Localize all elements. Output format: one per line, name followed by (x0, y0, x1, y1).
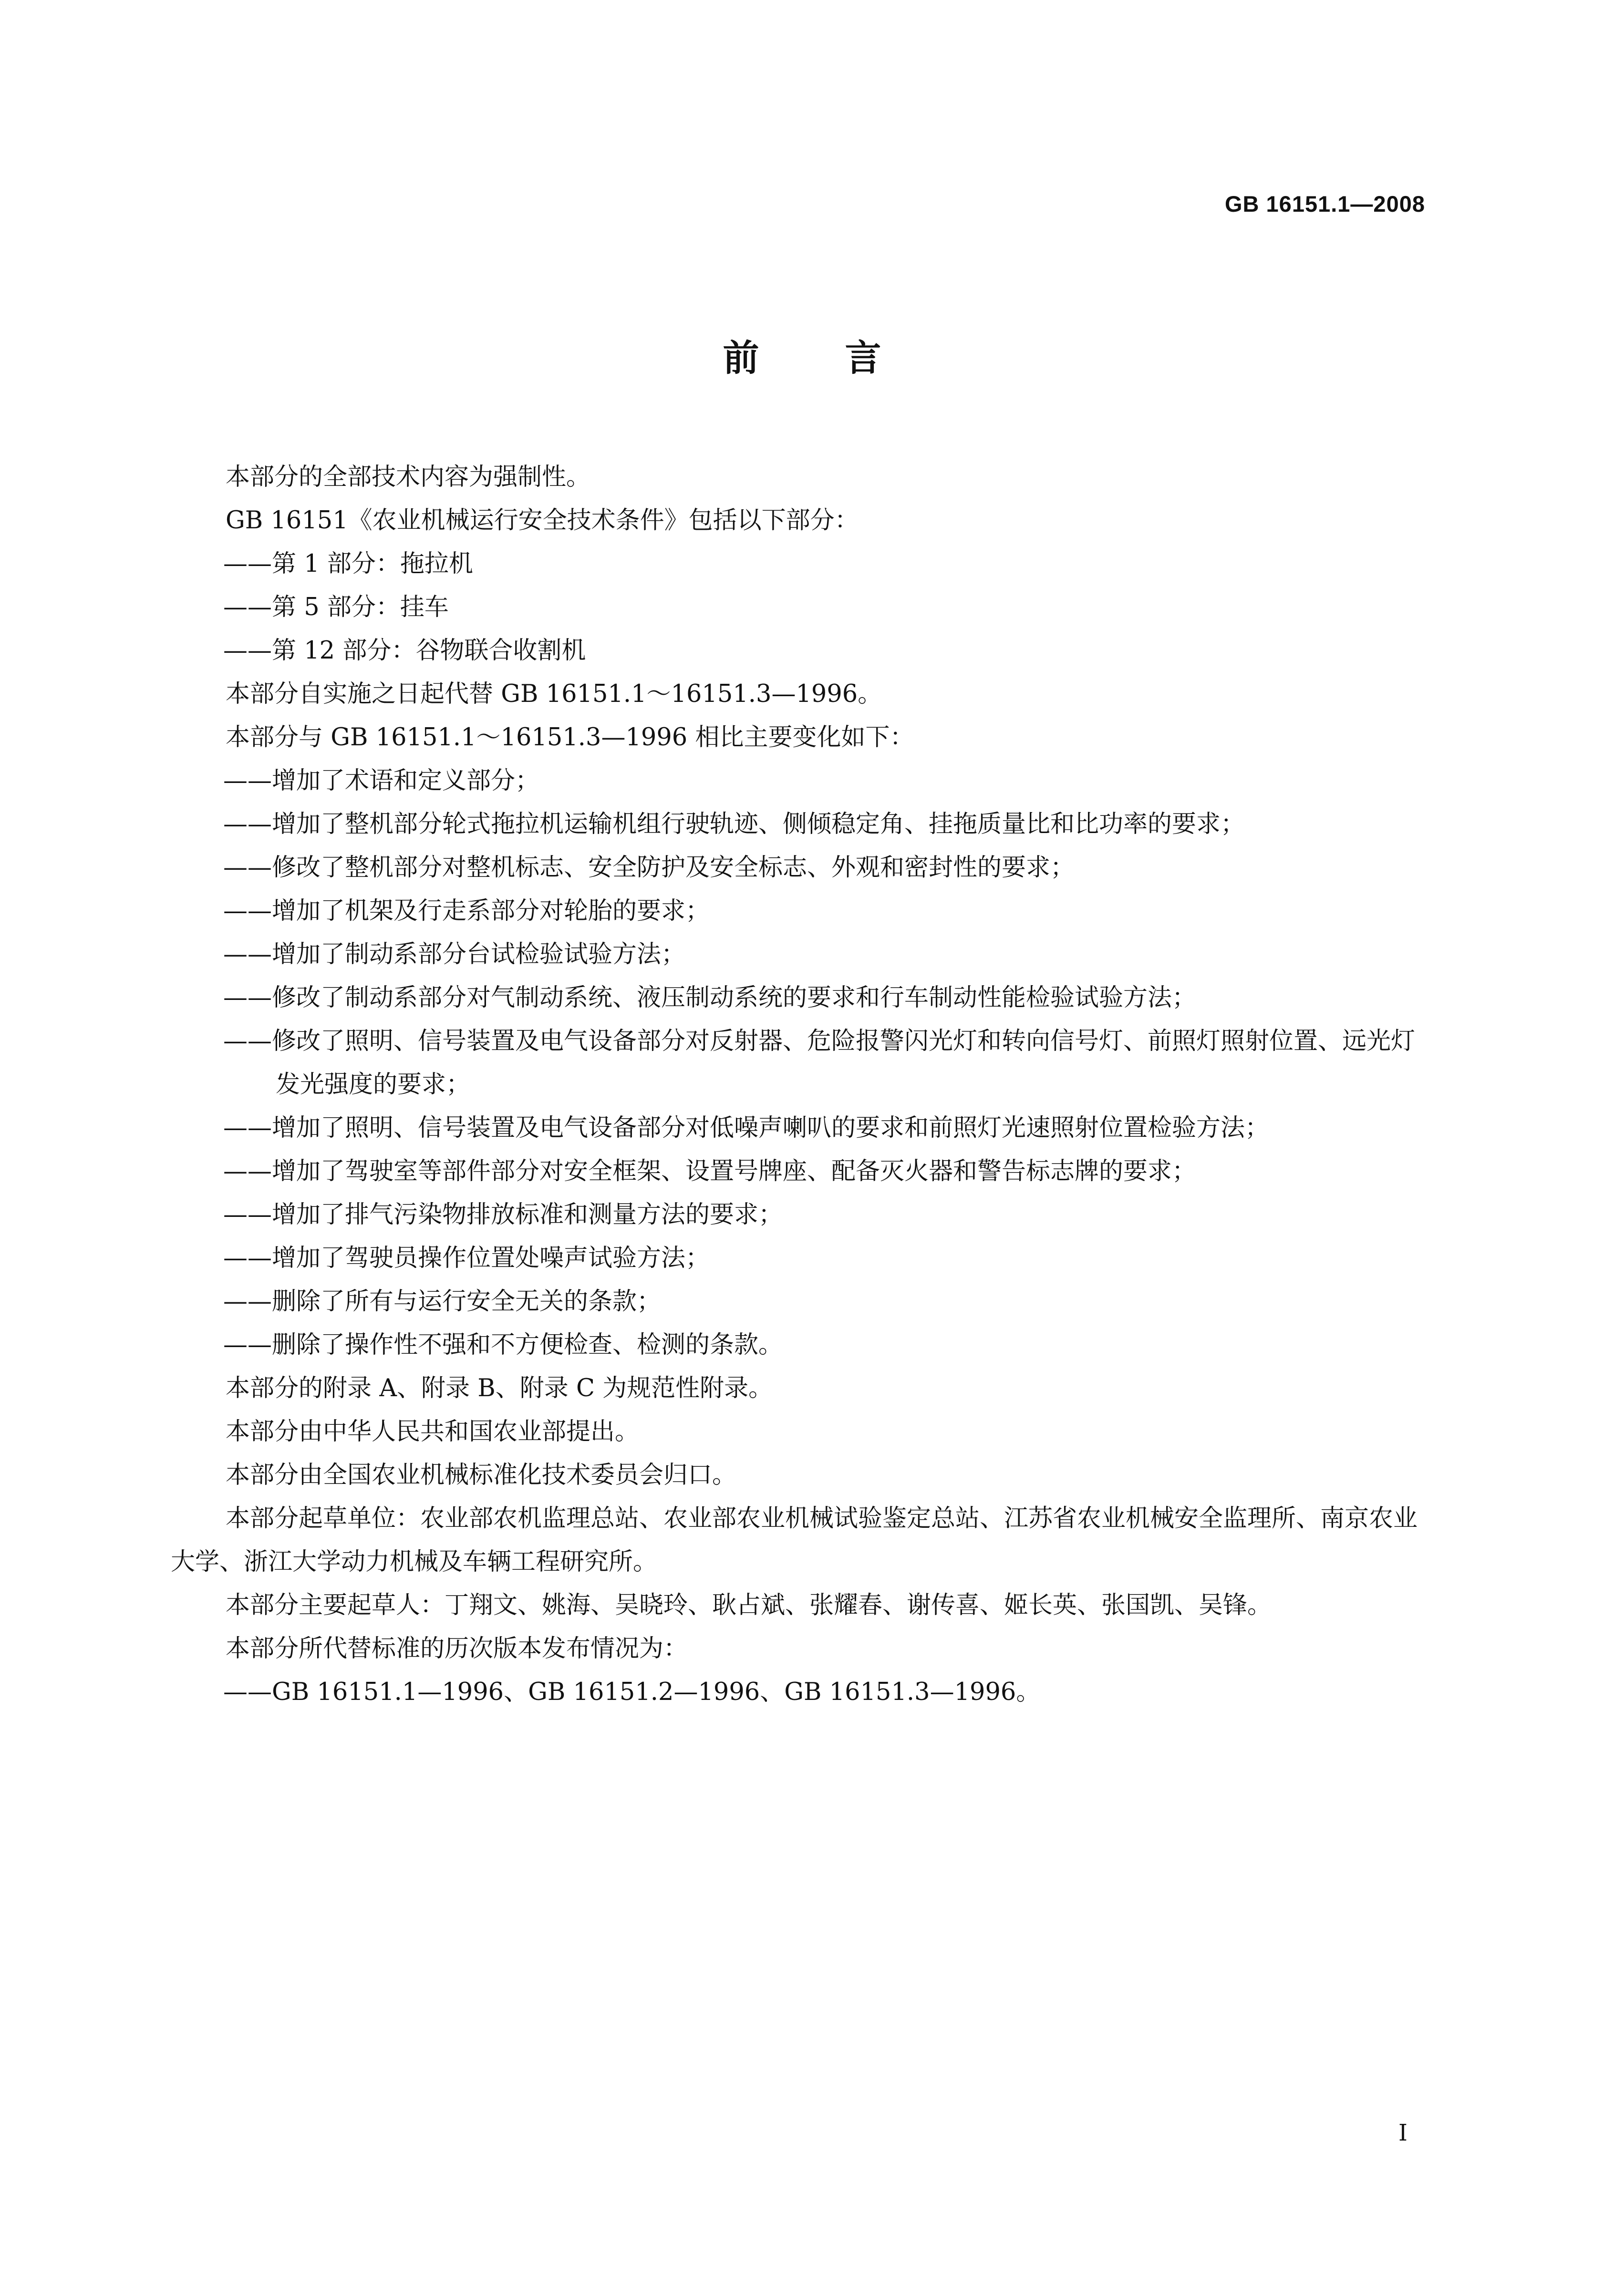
paragraph: 本部分的附录 A、附录 B、附录 C 为规范性附录。 (226, 1374, 773, 1402)
list-item: ——修改了制动系部分对气制动系统、液压制动系统的要求和行车制动性能检验试验方法； (223, 984, 1197, 1012)
list-item: ——增加了术语和定义部分； (223, 767, 540, 795)
standard-number: GB 16151.1—2008 (1224, 191, 1425, 216)
list-item: ——增加了整机部分轮式拖拉机运输机组行驶轨迹、侧倾稳定角、挂拖质量比和比功率的要求； (223, 810, 1245, 838)
page-number: I (1398, 2120, 1407, 2146)
paragraph: 本部分起草单位：农业部农机监理总站、农业部农业机械试验鉴定总站、江苏省农业机械安全监理所、南京农业大学、浙江大学动力机械及车辆工程研究所。 (171, 1504, 1418, 1576)
list-item: ——增加了排气污染物排放标准和测量方法的要求； (223, 1201, 783, 1229)
paragraph: 本部分所代替标准的历次版本发布情况为： (226, 1635, 688, 1663)
paragraph: 本部分主要起草人：丁翔文、姚海、吴晓玲、耿占斌、张耀春、谢传喜、姬长英、张国凯、吴锋。 (226, 1591, 1272, 1619)
list-item: ——修改了照明、信号装置及电气设备部分对反射器、危险报警闪光灯和转向信号灯、前照灯照射位置、远光灯发光强度的要求； (223, 1027, 1416, 1099)
page-title: 前言 (723, 337, 967, 379)
list-item: ——增加了驾驶室等部件部分对安全框架、设置号牌座、配备灭火器和警告标志牌的要求； (223, 1157, 1197, 1185)
list-item: ——删除了所有与运行安全无关的条款； (223, 1287, 662, 1316)
list-item: ——删除了操作性不强和不方便检查、检测的条款。 (223, 1331, 783, 1359)
paragraph: 本部分的全部技术内容为强制性。 (226, 463, 591, 491)
list-item: ——修改了整机部分对整机标志、安全防护及安全标志、外观和密封性的要求； (223, 854, 1075, 882)
paragraph: 本部分由中华人民共和国农业部提出。 (226, 1418, 640, 1446)
document-body (171, 455, 1432, 1714)
list-item: ——增加了制动系部分台试检验试验方法； (223, 940, 686, 968)
paragraph: 本部分自实施之日起代替 GB 16151.1～16151.3—1996。 (226, 680, 882, 708)
paragraph: 本部分由全国农业机械标准化技术委员会归口。 (226, 1461, 737, 1489)
paragraph: GB 16151《农业机械运行安全技术条件》包括以下部分： (226, 506, 859, 535)
list-item: ——增加了机架及行走系部分对轮胎的要求； (223, 897, 710, 925)
list-item: ——第 12 部分：谷物联合收割机 (223, 637, 586, 665)
list-item: ——第 1 部分：拖拉机 (223, 550, 473, 578)
list-item: ——GB 16151.1—1996、GB 16151.2—1996、GB 16151.3—1996。 (223, 1678, 1041, 1706)
list-item: ——增加了照明、信号装置及电气设备部分对低噪声喇叭的要求和前照灯光速照射位置检验方法； (223, 1114, 1270, 1142)
list-item: ——增加了驾驶员操作位置处噪声试验方法； (223, 1244, 710, 1272)
paragraph: 本部分与 GB 16151.1～16151.3—1996 相比主要变化如下： (226, 723, 914, 752)
list-item: ——第 5 部分：挂车 (223, 593, 449, 621)
